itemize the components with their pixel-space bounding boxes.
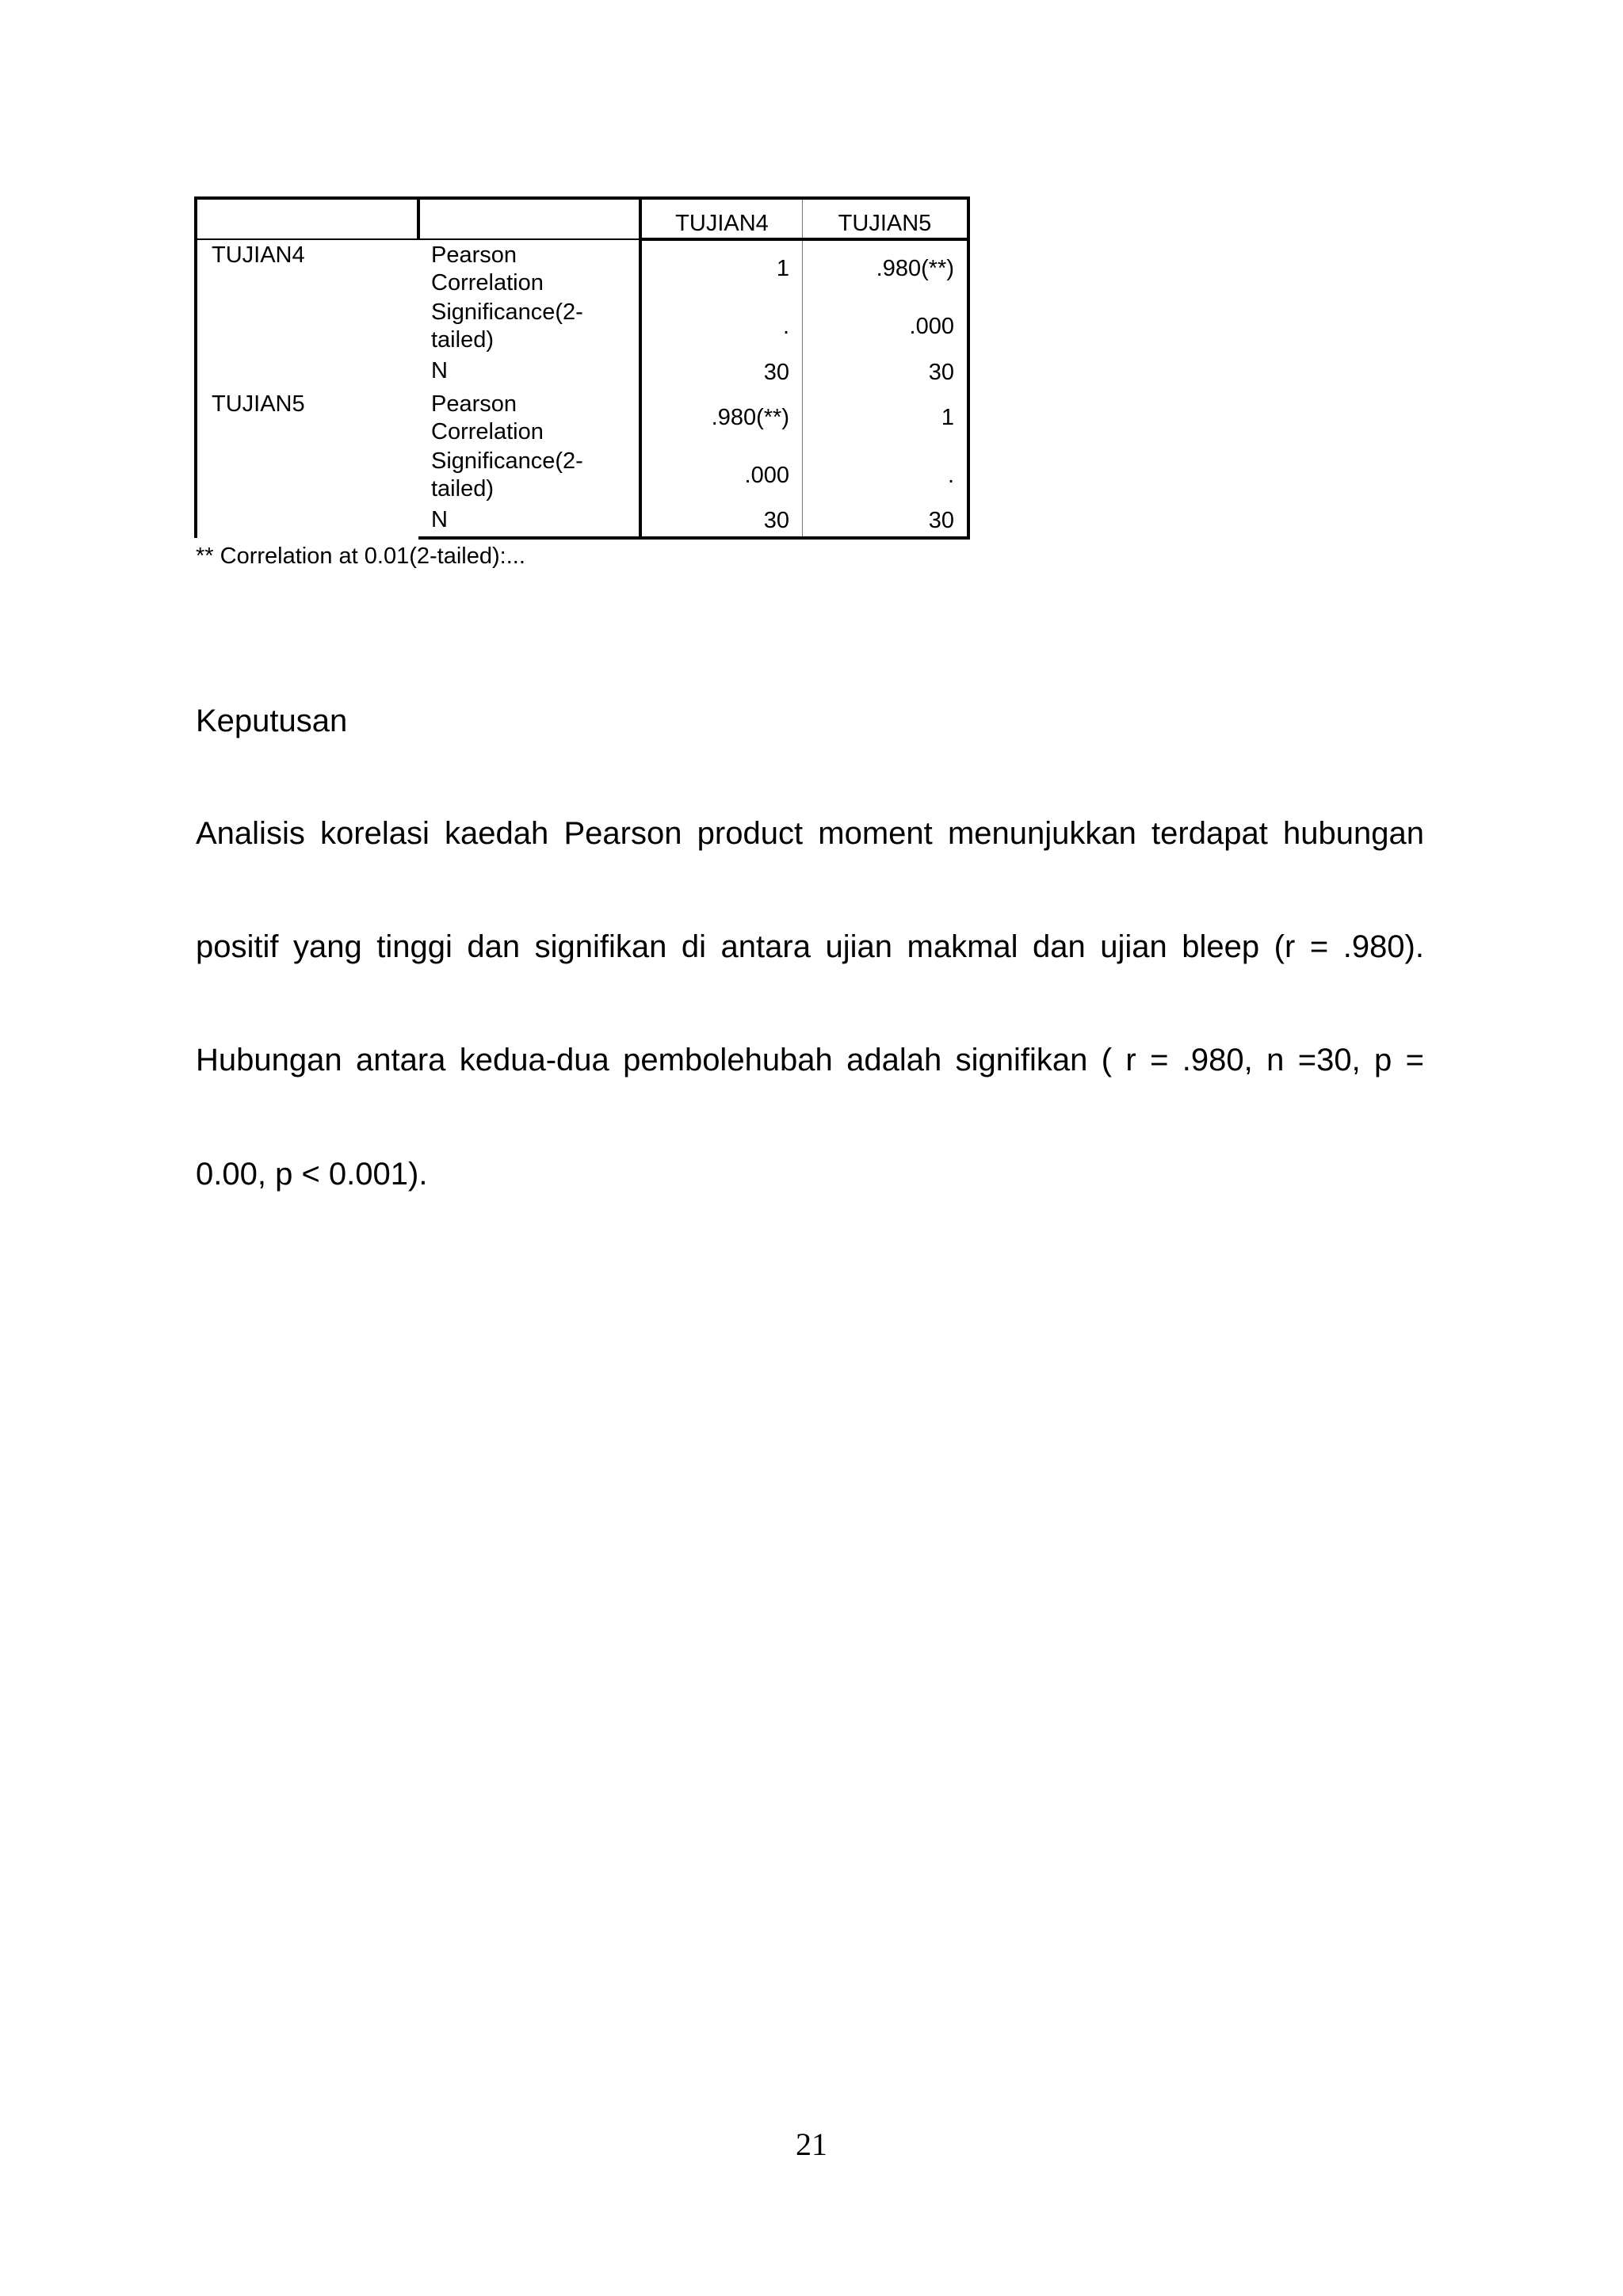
table-header-row	[196, 198, 968, 239]
header-cell-tujian5: TUJIAN5	[803, 198, 969, 239]
value-cell: .	[803, 446, 969, 505]
header-cell-tujian4: TUJIAN4	[640, 198, 803, 239]
value-cell: 30	[640, 356, 803, 389]
table-footnote: ** Correlation at 0.01(2-tailed):...	[196, 543, 525, 569]
value-cell: 30	[803, 356, 969, 389]
page-number: 21	[796, 2126, 827, 2162]
header-cell-blank-1	[196, 198, 418, 239]
row-variable-label: TUJIAN5	[196, 389, 418, 538]
paragraph-line-2: positif yang tinggi dan signifikan di antara ujian makmal dan ujian bleep (r = .980).	[196, 929, 1424, 964]
row-variable-label: TUJIAN4	[196, 239, 418, 389]
stat-label: Significance(2- tailed)	[418, 297, 640, 356]
table-row	[196, 239, 968, 297]
value-cell: .980(**)	[640, 389, 803, 446]
stat-label: Pearson Correlation	[418, 239, 640, 297]
value-cell: 30	[803, 505, 969, 538]
paragraph-line-1: Analisis korelasi kaedah Pearson product moment menunjukkan terdapat hubungan	[196, 816, 1424, 851]
paragraph-line-4: 0.00, p < 0.001).	[196, 1157, 428, 1192]
correlation-table	[194, 196, 970, 540]
stat-label: N	[418, 356, 640, 389]
value-cell: 30	[640, 505, 803, 538]
value-cell: 1	[803, 389, 969, 446]
stat-label: Significance(2- tailed)	[418, 446, 640, 505]
value-cell: .000	[803, 297, 969, 356]
paragraph-line-3: Hubungan antara kedua-dua pembolehubah adalah signifikan ( r = .980, n =30, p =	[196, 1043, 1424, 1077]
section-heading: Keputusan	[196, 704, 348, 738]
value-cell: 1	[640, 239, 803, 297]
table-row	[196, 389, 968, 446]
value-cell: .	[640, 297, 803, 356]
value-cell: .980(**)	[803, 239, 969, 297]
stat-label: N	[418, 505, 640, 538]
header-cell-blank-2	[418, 198, 640, 239]
value-cell: .000	[640, 446, 803, 505]
stat-label: Pearson Correlation	[418, 389, 640, 446]
